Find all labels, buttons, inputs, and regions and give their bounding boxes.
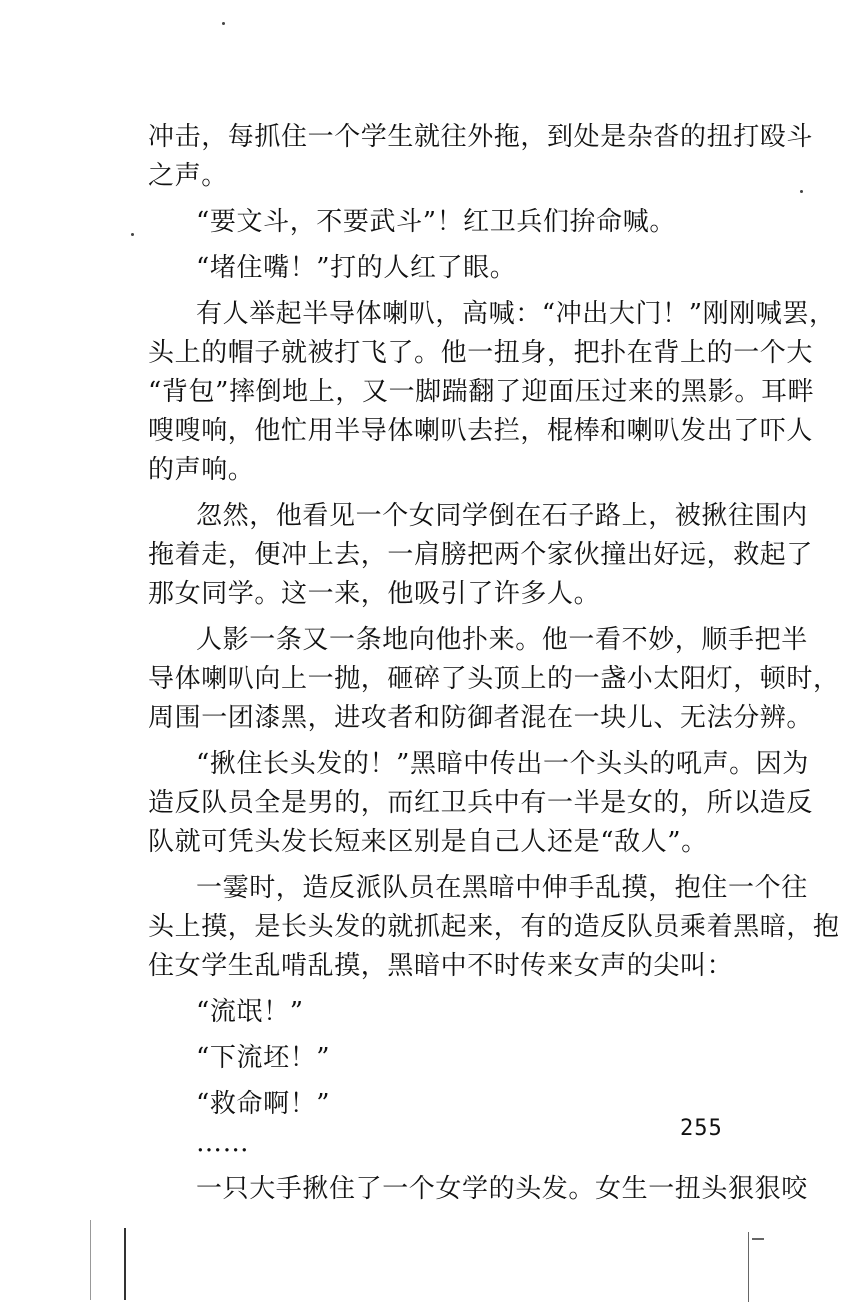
scan-edge-mark (124, 1228, 126, 1300)
text-line: 有人举起半导体喇叭，高喊：“冲出大门！”刚刚喊罢， (196, 299, 836, 329)
scan-edge-mark (748, 1232, 749, 1302)
text-line: 头上摸，是长头发的就抓起来，有的造反队员乘着黑暗，抱 (148, 912, 840, 942)
text-line: 头上的帽子就被打飞了。他一扭身，把扑在背上的一个大 (148, 338, 814, 368)
text-line: “揪住长头发的！”黑暗中传出一个头头的吼声。因为 (196, 749, 809, 779)
text-line: 队就可凭头发长短来区别是自己人还是“敌人”。 (148, 827, 708, 857)
scan-edge-mark (752, 1238, 764, 1240)
text-line: 冲击，每抓住一个学生就往外拖，到处是杂沓的扭打殴斗 (148, 122, 814, 152)
text-line: 一霎时，造反派队员在黑暗中伸手乱摸，抱住一个往 (196, 873, 808, 903)
text-line: 造反队员全是男的，而红卫兵中有一半是女的，所以造反 (148, 788, 814, 818)
text-line: 一只大手揪住了一个女学的头发。女生一扭头狠狠咬 (196, 1174, 808, 1204)
dialogue-line: “救命啊！” (196, 1089, 331, 1119)
scan-edge-mark (90, 1220, 91, 1300)
text-line: 那女同学。这一来，他吸引了许多人。 (148, 579, 601, 609)
text-line: 拖着走，便冲上去，一肩膀把两个家伙撞出好远，救起了 (148, 540, 814, 570)
text-line: 嗖嗖响，他忙用半导体喇叭去拦，棍棒和喇叭发出了吓人 (148, 416, 814, 446)
ellipsis-line: …… (196, 1128, 250, 1158)
text-line: “背包”摔倒地上，又一脚踹翻了迎面压过来的黑影。耳畔 (148, 377, 815, 407)
text-line: “堵住嘴！”打的人红了眼。 (196, 253, 517, 283)
scan-speck (222, 22, 225, 25)
scan-speck (131, 233, 134, 236)
text-line: 之声。 (148, 161, 228, 191)
scan-speck (800, 190, 803, 193)
text-line: 周围一团漆黑，进攻者和防御者混在一块儿、无法分辨。 (148, 703, 814, 733)
text-line: 导体喇叭向上一抛，砸碎了头顶上的一盏小太阳灯，顿时， (148, 664, 840, 694)
text-line: 的声响。 (148, 455, 255, 485)
page-number: 255 (680, 1116, 723, 1141)
text-line: 住女学生乱啃乱摸，黑暗中不时传来女声的尖叫： (148, 951, 734, 981)
dialogue-line: “下流坯！” (196, 1043, 331, 1073)
dialogue-line: “流氓！” (196, 997, 304, 1027)
body-text (148, 118, 840, 1209)
text-line: 忽然，他看见一个女同学倒在石子路上，被揪往围内 (196, 501, 808, 531)
text-line: 人影一条又一条地向他扑来。他一看不妙，顺手把半 (196, 625, 808, 655)
text-line: “要文斗，不要武斗”！红卫兵们拚命喊。 (196, 207, 676, 237)
